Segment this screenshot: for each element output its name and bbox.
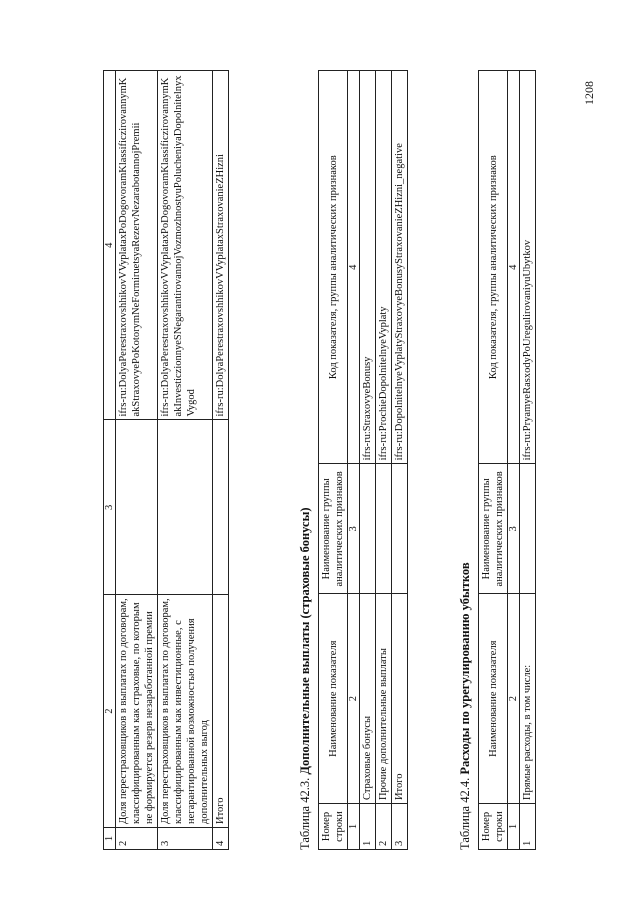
indicator-code: ifrs-ru:DolyaPerestraxovshhikovVVyplataxPoDogovoramKlassificzirovannymKakStraxovyePoKotorymNeFormiruetsyaRezervNezarabotannojPremii <box>116 71 158 420</box>
table-additional-payments <box>318 70 408 850</box>
caption-title: Расходы по урегулированию убытков <box>458 562 472 775</box>
column-number: 4 <box>508 71 520 464</box>
table-caption <box>298 508 313 851</box>
indicator-code: ifrs-ru:ProchieDopolnitelnyeVyplaty <box>376 71 392 464</box>
group-name <box>520 464 536 594</box>
row-number: 3 <box>158 828 213 850</box>
table-continuation <box>103 70 229 850</box>
table-row <box>116 71 158 850</box>
group-name <box>158 420 213 595</box>
table-row <box>213 71 229 850</box>
table-claims-settlement-expenses <box>478 70 536 850</box>
header-cell: Наименование группы аналитических признаков <box>319 464 348 594</box>
indicator-name: Прямые расходы, в том числе: <box>520 594 536 804</box>
row-number: 2 <box>116 828 158 850</box>
column-number: 3 <box>508 464 520 594</box>
header-cell: Наименование группы аналитических признаков <box>479 464 508 594</box>
row-number: 1 <box>360 804 376 850</box>
header-cell: Наименование показателя <box>319 594 348 804</box>
header-number-row <box>348 71 360 850</box>
header-row <box>479 71 508 850</box>
indicator-code: ifrs-ru:DolyaPerestraxovshhikovVVyplataxPoDogovoramKlassificzirovannymKakInvesticzionnyeSNegarantirovannojVozmozhnostyuPolucheniyaDopolnitelnyxVygod <box>158 71 213 420</box>
indicator-name: Доля перестраховщиков в выплатах по договорам, классифицированным как страховые, по которым не формируется резерв незаработанной премии <box>116 595 158 828</box>
header-cell: Номер строки <box>319 804 348 850</box>
header-cell: Код показателя, группы аналитических признаков <box>479 71 508 464</box>
indicator-name: Доля перестраховщиков в выплатах по договорам, классифицированным как инвестиционные, с негарантированной возможностью получения дополнительных выгод <box>158 595 213 828</box>
group-name <box>116 420 158 595</box>
row-number: 1 <box>520 804 536 850</box>
column-number: 1 <box>104 828 116 850</box>
row-number: 2 <box>376 804 392 850</box>
indicator-name: Страховые бонусы <box>360 594 376 804</box>
column-number: 4 <box>348 71 360 464</box>
column-number: 4 <box>104 71 116 420</box>
group-name <box>392 464 408 594</box>
header-cell: Код показателя, группы аналитических признаков <box>319 71 348 464</box>
indicator-code: ifrs-ru:DopolnitelnyeVyplatyStraxovyeBonusyStraxovanieZHizni_negative <box>392 71 408 464</box>
page-number: 1208 <box>582 81 596 105</box>
caption-title: Дополнительные выплаты (страховые бонусы) <box>298 507 312 775</box>
header-row <box>319 71 348 850</box>
header-cell: Наименование показателя <box>479 594 508 804</box>
group-name <box>213 420 229 595</box>
header-number-row <box>104 71 116 850</box>
indicator-name: Прочие дополнительные выплаты <box>376 594 392 804</box>
column-number: 2 <box>348 594 360 804</box>
table-caption <box>458 562 473 850</box>
group-name <box>376 464 392 594</box>
column-number: 2 <box>508 594 520 804</box>
indicator-code: ifrs-ru:StraxovyeBonusy <box>360 71 376 464</box>
indicator-name: Итого <box>392 594 408 804</box>
caption-prefix: Таблица 42.4. <box>458 777 472 850</box>
group-name <box>360 464 376 594</box>
indicator-code: ifrs-ru:PryamyeRasxodyPoUregulirovaniyuUbytkov <box>520 71 536 464</box>
row-number: 3 <box>392 804 408 850</box>
column-number: 3 <box>348 464 360 594</box>
caption-prefix: Таблица 42.3. <box>298 777 312 850</box>
header-cell: Номер строки <box>479 804 508 850</box>
column-number: 3 <box>104 420 116 595</box>
table-row <box>158 71 213 850</box>
indicator-code: ifrs-ru:DolyaPerestraxovshhikovVVyplataxStraxovanieZHizni <box>213 71 229 420</box>
header-number-row <box>508 71 520 850</box>
row-number: 4 <box>213 828 229 850</box>
table-row <box>520 71 536 850</box>
table-row <box>376 71 392 850</box>
column-number: 2 <box>104 595 116 828</box>
column-number: 1 <box>348 804 360 850</box>
indicator-name: Итого <box>213 595 229 828</box>
table-row <box>392 71 408 850</box>
table-row <box>360 71 376 850</box>
column-number: 1 <box>508 804 520 850</box>
